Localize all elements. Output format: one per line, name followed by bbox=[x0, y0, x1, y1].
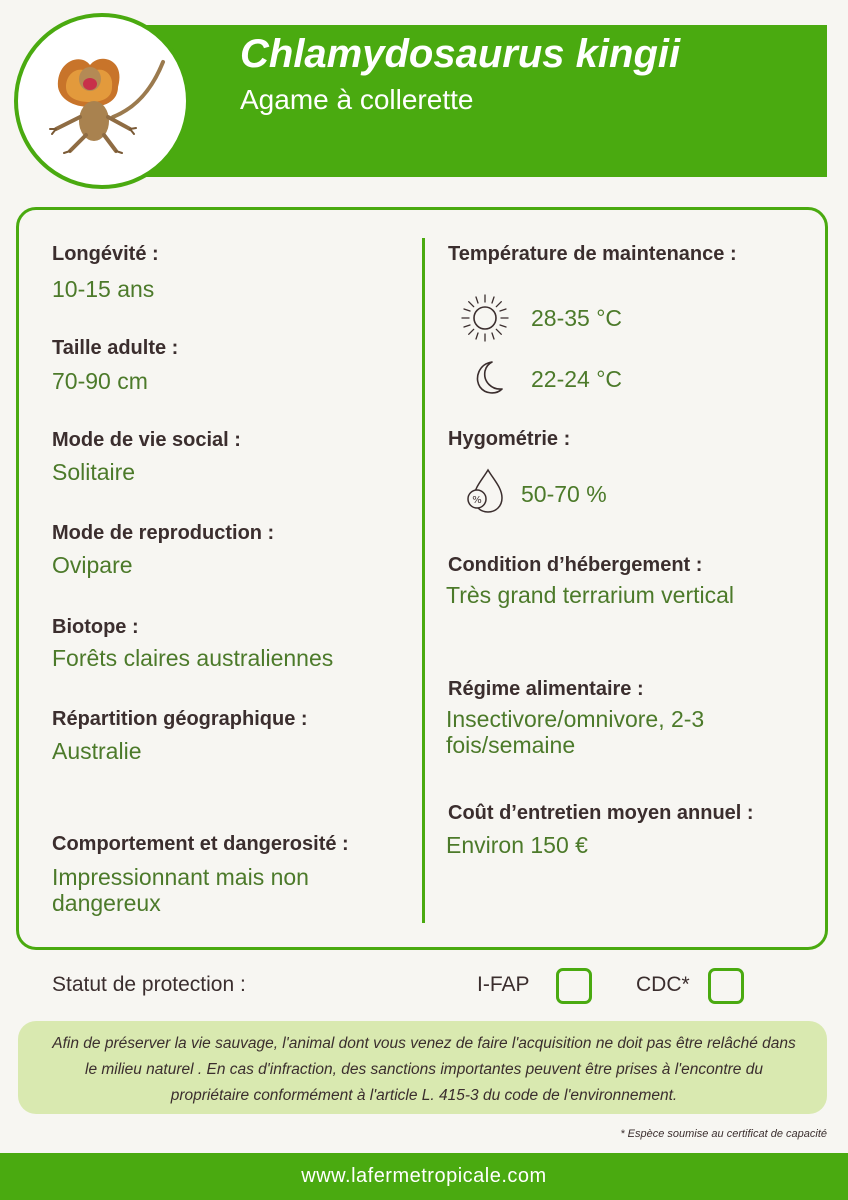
species-scientific-name: Chlamydosaurus kingii bbox=[240, 32, 681, 76]
cost-value: Environ 150 € bbox=[446, 832, 588, 858]
cdc-label: CDC* bbox=[636, 973, 690, 996]
column-divider bbox=[422, 238, 425, 923]
longevity-value: 10-15 ans bbox=[52, 276, 155, 302]
biotope-label: Biotope : bbox=[52, 616, 139, 638]
biotope-value: Forêts claires australiennes bbox=[52, 645, 334, 671]
hygrometry-value: 50-70 % bbox=[521, 481, 607, 507]
reproduction-label: Mode de reproduction : bbox=[52, 522, 275, 544]
website-link[interactable]: www.lafermetropicale.com bbox=[301, 1165, 547, 1187]
sun-icon bbox=[460, 293, 510, 343]
protection-status-label: Statut de protection : bbox=[52, 973, 246, 996]
longevity-label: Longévité : bbox=[52, 243, 159, 265]
ifap-checkbox[interactable] bbox=[556, 968, 592, 1004]
day-temperature-value: 28-35 °C bbox=[531, 305, 623, 331]
distribution-label: Répartition géographique : bbox=[52, 708, 308, 730]
svg-text:%: % bbox=[472, 495, 482, 506]
social-mode-label: Mode de vie social : bbox=[52, 429, 241, 451]
behavior-label: Comportement et dangerosité : bbox=[52, 833, 349, 855]
cost-label: Coût d’entretien moyen annuel : bbox=[448, 802, 754, 824]
reproduction-value: Ovipare bbox=[52, 552, 133, 578]
adult-size-label: Taille adulte : bbox=[52, 337, 179, 359]
frilled-lizard-illustration bbox=[18, 17, 186, 185]
diet-value: Insectivore/omnivore, 2-3 fois/semaine bbox=[446, 706, 705, 758]
moon-icon bbox=[466, 358, 506, 398]
social-mode-value: Solitaire bbox=[52, 459, 136, 485]
behavior-value: Impressionnant mais non dangereux bbox=[52, 864, 309, 916]
distribution-value: Australie bbox=[52, 738, 142, 764]
ifap-label: I-FAP bbox=[477, 973, 530, 996]
adult-size-value: 70-90 cm bbox=[52, 368, 148, 394]
hygrometry-label: Hygométrie : bbox=[448, 428, 571, 450]
cdc-checkbox[interactable] bbox=[708, 968, 744, 1004]
humidity-drop-icon bbox=[462, 468, 508, 516]
species-photo bbox=[14, 13, 190, 189]
night-temperature-value: 22-24 °C bbox=[531, 366, 623, 392]
legal-notice-text: Afin de préserver la vie sauvage, l'animal dont vous venez de faire l'acquisition ne doit pas être relâché dans le milieu naturel . En cas d'infraction, des sanctions importantes peuvent être prises à l'encontre du propriétaire conformément à l'article L. 415-3 du code de l'environnement. bbox=[52, 1035, 796, 1104]
footnote: * Espèce soumise au certificat de capacité bbox=[620, 1128, 827, 1140]
housing-value: Très grand terrarium vertical bbox=[446, 582, 735, 608]
housing-label: Condition d’hébergement : bbox=[448, 554, 703, 576]
species-common-name: Agame à collerette bbox=[240, 84, 474, 115]
diet-label: Régime alimentaire : bbox=[448, 678, 644, 700]
temperature-label: Température de maintenance : bbox=[448, 243, 737, 265]
